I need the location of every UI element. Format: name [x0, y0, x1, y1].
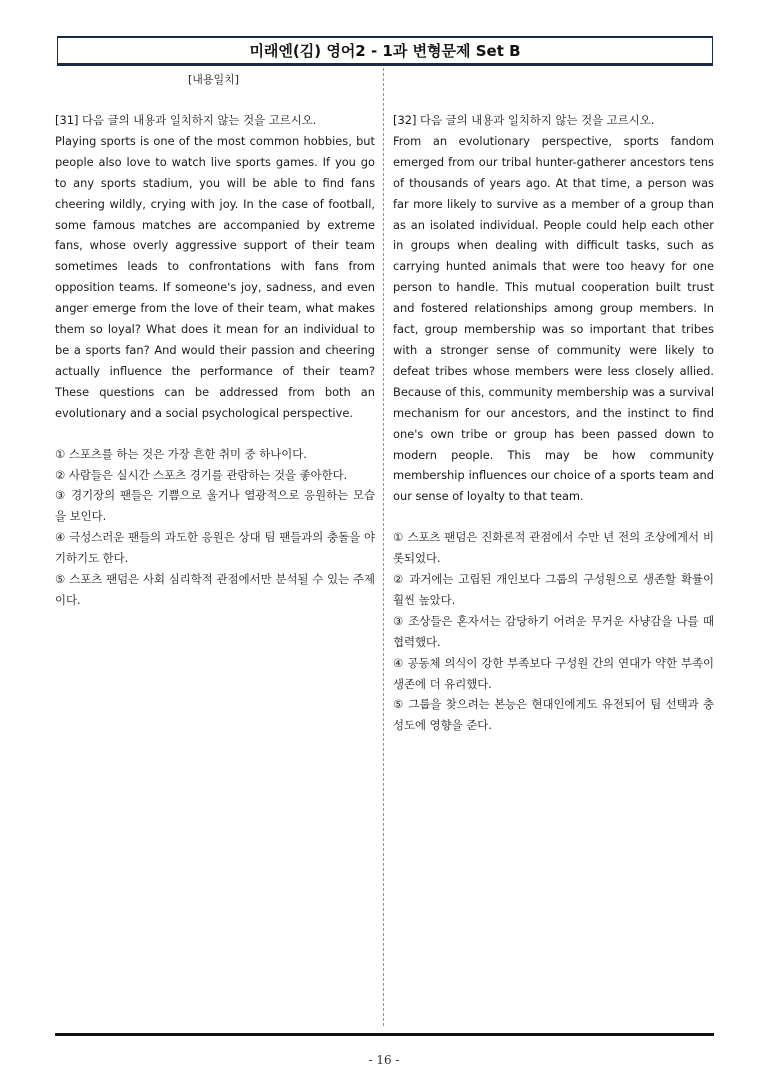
- choice-2[interactable]: ② 사람들은 실시간 스포츠 경기를 관람하는 것을 좋아한다.: [55, 467, 348, 482]
- question-31-passage: Playing sports is one of the most common hobbies, but people also love to watch live sports games. If you go to any sports stadium, you will be able to find fans cheering wildly, crying with joy. In the case of football, some famous matches are accompanied by extreme fans, whose overly aggressive support of their team sometimes leads to confrontations with fans from opposition teams. If someone's joy, sadness, and even anger emerge from the love of their team, what makes them so loyal? What does it mean for an individual to be a sports fan? And would their passion and cheering actually influence the performance of their team? These questions can be addressed from both an evolutionary and a social psychological perspective.: [55, 133, 375, 420]
- choice-3[interactable]: ③ 조상들은 혼자서는 감당하기 어려운 무거운 사냥감을 나를 때 협력했다.: [393, 613, 714, 649]
- choice-5[interactable]: ⑤ 스포츠 팬덤은 사회 심리학적 관점에서만 분석될 수 있는 주제이다.: [55, 572, 375, 607]
- question-31: [55, 110, 375, 611]
- page-title-box: [57, 36, 713, 66]
- choice-1[interactable]: ① 스포츠를 하는 것은 가장 흔한 취미 중 하나이다.: [55, 446, 307, 461]
- question-32-passage: From an evolutionary perspective, sports fandom emerged from our tribal hunter-gatherer ancestors tens of thousands of years ago. At that time, a person was far more likely to survive as a member of a group than as an isolated individual. People could help each other in groups when dealing with difficult tasks, such as carrying hunted animals that were too heavy for one person to handle. This mutual cooperation built trust and fostered relationships among group members. In fact, group membership was so important that tribes with a stronger sense of community were likely to defeat tribes whose members were less closely allied. Because of this, community membership was a survival mechanism for our ancestors, and the instinct to find one's own tribe or group has been passed down to modern people. This may be how community membership influences our choice of a sports team and our sense of loyalty to that team.: [393, 133, 714, 504]
- choice-4[interactable]: ④ 극성스러운 팬들의 과도한 응원은 상대 팀 팬들과의 충돌을 야기하기도 한다.: [55, 530, 375, 566]
- page-number: - 16 -: [368, 1053, 400, 1067]
- choice-1[interactable]: ① 스포츠 팬덤은 진화론적 관점에서 수만 년 전의 조상에게서 비롯되었다.: [393, 530, 714, 566]
- choice-4[interactable]: ④ 공동체 의식이 강한 부족보다 구성원 간의 연대가 약한 부족이 생존에 더 유리했다.: [393, 655, 714, 691]
- question-32-prompt: [32] 다음 글의 내용과 일치하지 않는 것을 고르시오.: [393, 113, 655, 127]
- choice-3[interactable]: ③ 경기장의 팬들은 기쁨으로 울거나 열광적으로 응원하는 모습을 보인다.: [55, 488, 375, 524]
- question-type-tag: [내용일치]: [188, 73, 240, 86]
- footer-rule: [55, 1033, 714, 1036]
- column-divider: [383, 68, 384, 1026]
- question-32-choices: [393, 527, 714, 736]
- question-31-prompt: [31] 다음 글의 내용과 일치하지 않는 것을 고르시오.: [55, 113, 317, 127]
- choice-2[interactable]: ② 과거에는 고립된 개인보다 그룹의 구성원으로 생존할 확률이 훨씬 높았다.: [393, 572, 714, 607]
- choice-5[interactable]: ⑤ 그룹을 찾으려는 본능은 현대인에게도 유전되어 팀 선택과 충성도에 영향을 준다.: [393, 697, 714, 733]
- page-title: 미래엔(김) 영어2 - 1과 변형문제 Set B: [249, 42, 521, 60]
- question-32: [393, 110, 714, 736]
- question-31-choices: [55, 444, 375, 611]
